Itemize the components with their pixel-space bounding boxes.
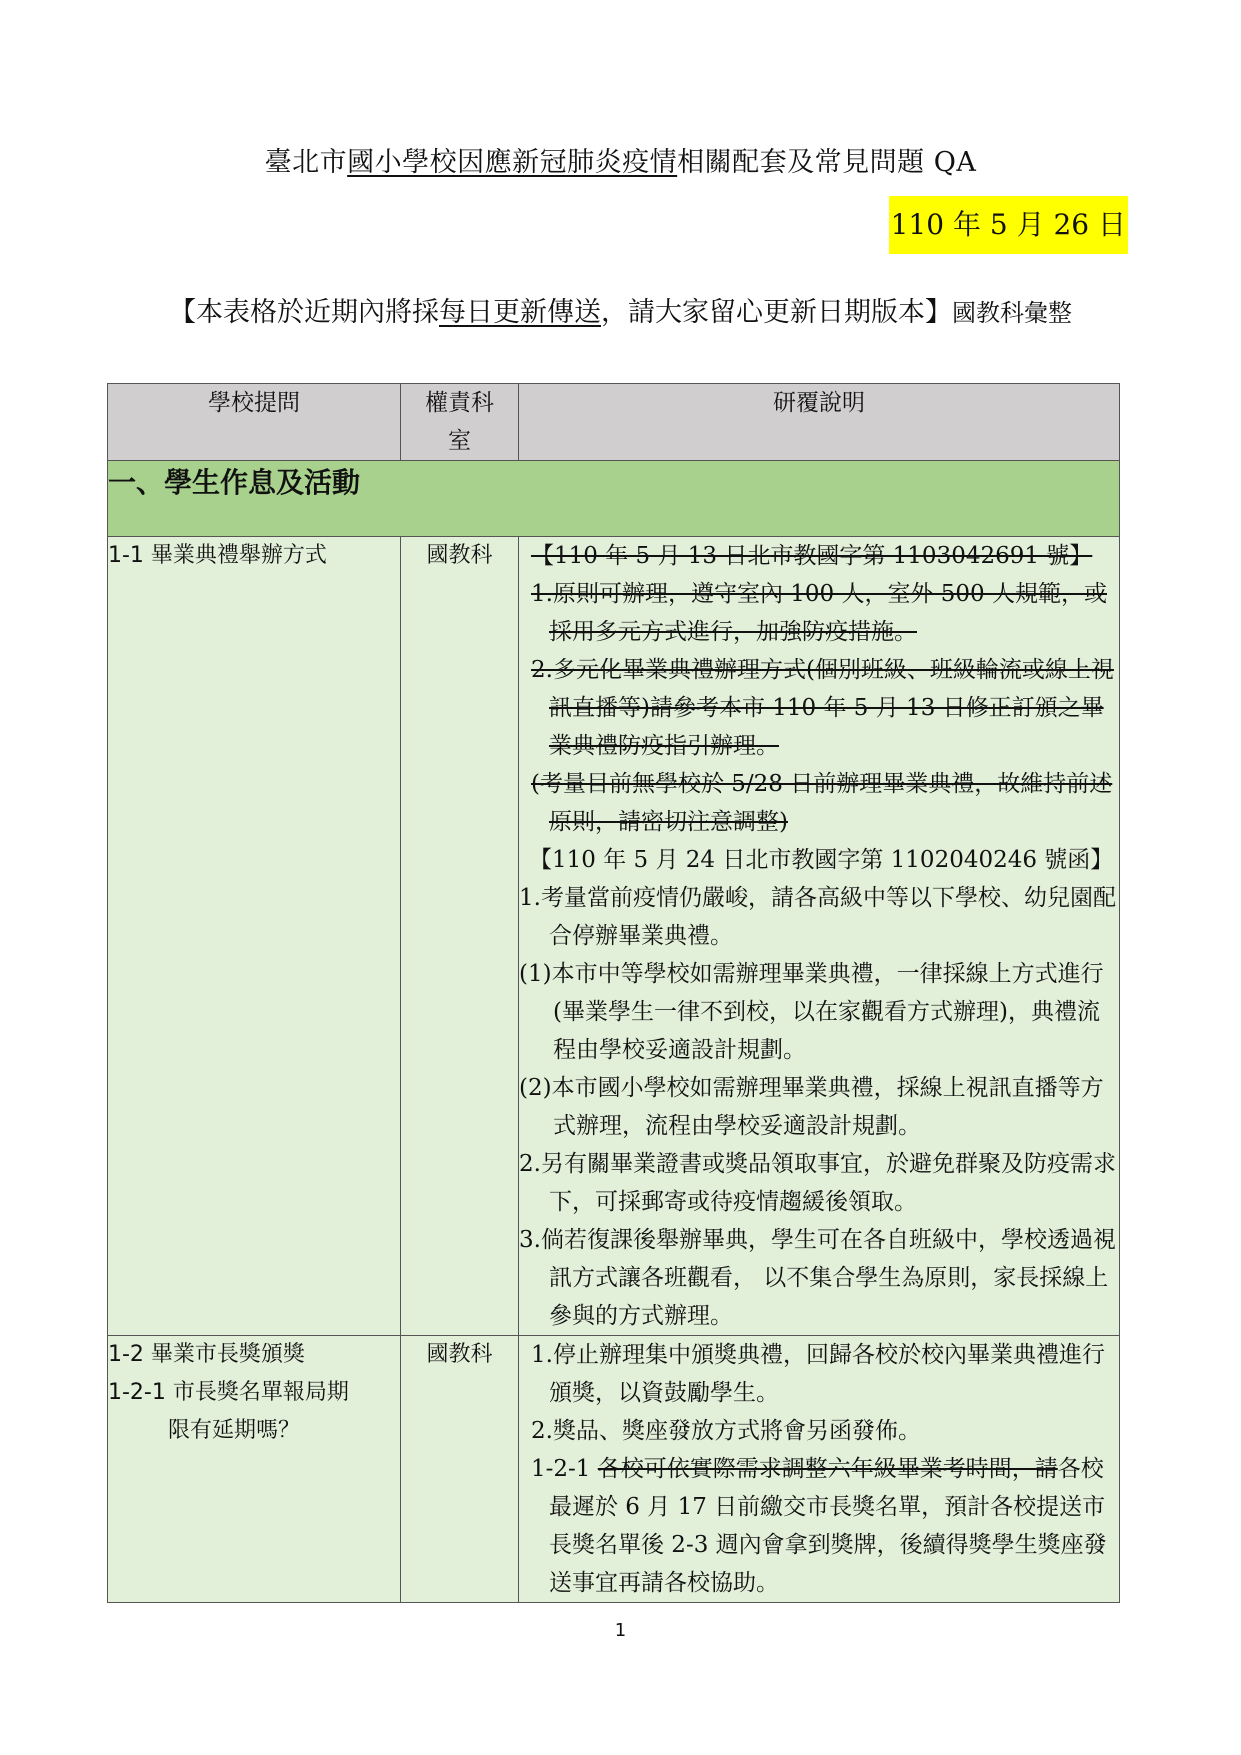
answer-header: 【110 年 5 月 24 日北市教國字第 1102040246 號函】	[529, 847, 1114, 873]
struck-line: (考量目前無學校於 5/28 日前辦理畢業典禮，故維持前述原則，請密切注意調整)	[531, 771, 1113, 835]
document-title	[0, 140, 1241, 179]
answer-item: 1.停止辦理集中頒獎典禮，回歸各校於校內畢業典禮進行頒獎，以資鼓勵學生。	[531, 1342, 1105, 1406]
dept-cell: 國教科	[401, 1336, 519, 1603]
header-dept	[401, 384, 519, 461]
answer-item: (1)本市中等學校如需辦理畢業典禮，一律採線上方式進行(畢業學生一律不到校，以在家觀看方式辦理)，典禮流程由學校妥適設計規劃。	[519, 961, 1104, 1063]
title-underlined: 國小學校因應新冠肺炎疫情	[347, 147, 678, 178]
header-answer: 研覆說明	[519, 384, 1120, 461]
notice-underlined: 每日更新傳送	[439, 297, 601, 328]
notice-middle: ，請大家留心更新日期版本】	[601, 297, 952, 328]
table-row	[108, 1336, 1120, 1603]
table-header-row	[108, 384, 1120, 461]
answer-item: 2.獎品、獎座發放方式將會另函發佈。	[531, 1418, 921, 1444]
struck-line: 2.多元化畢業典禮辦理方式(個別班級、班級輪流或線上視訊直播等)請參考本市 110 年 5 月 13 日修正訂頒之畢業典禮防疫指引辦理。	[531, 657, 1114, 759]
answer-item: (2)本市國小學校如需辦理畢業典禮，採線上視訊直播等方式辦理，流程由學校妥適設計規劃。	[519, 1075, 1104, 1139]
question-text: 1-1 畢業典禮舉辦方式	[108, 543, 327, 568]
struck-line: 1.原則可辦理，遵守室內 100 人，室外 500 人規範，或採用多元方式進行，加強防疫措施。	[531, 581, 1107, 645]
date-highlight: 110 年 5 月 26 日	[889, 196, 1128, 254]
header-question: 學校提問	[108, 384, 401, 461]
qa-table	[107, 383, 1120, 1603]
answer-cell	[519, 537, 1120, 1336]
subitem-struck: 各校可依實際需求調整六年級畢業考時間，請	[597, 1456, 1058, 1482]
section-row	[108, 461, 1120, 537]
question-text: 限有延期嗎？	[168, 1418, 301, 1443]
section-title: 一、學生作息及活動	[108, 461, 1120, 537]
question-text: 1-2-1 市長獎名單報局期	[108, 1380, 349, 1405]
subitem-text: 各校最遲於 6 月 17 日前繳交市長獎名單，預計各校提送市長獎名單後 2-3 週內會拿到獎牌，後續得獎學生獎座發送事宜再請各校協助。	[549, 1456, 1107, 1596]
question-text: 1-2 畢業市長獎頒獎	[108, 1342, 305, 1367]
notice-suffix: 國教科彙整	[952, 299, 1072, 327]
answer-cell	[519, 1336, 1120, 1603]
dept-cell: 國教科	[401, 537, 519, 1336]
title-prefix: 臺北市	[264, 147, 348, 178]
question-cell	[108, 537, 401, 1336]
update-notice	[0, 290, 1241, 329]
answer-item: 2.另有關畢業證書或獎品領取事宜，於避免群聚及防疫需求下，可採郵寄或待疫情趨緩後領取。	[519, 1151, 1116, 1215]
answer-subitem	[519, 1450, 1119, 1602]
question-cell	[108, 1336, 401, 1603]
page-number: 1	[614, 1620, 627, 1641]
header-dept-label: 權責科室	[425, 390, 494, 454]
table-row	[108, 537, 1120, 1336]
struck-line: 【110 年 5 月 13 日北市教國字第 1103042691 號】	[531, 543, 1093, 569]
answer-item: 1.考量當前疫情仍嚴峻，請各高級中等以下學校、幼兒園配合停辦畢業典禮。	[519, 885, 1116, 949]
notice-prefix: 【本表格於近期內將採	[169, 297, 439, 328]
answer-item: 3.倘若復課後舉辦畢典，學生可在各自班級中，學校透過視訊方式讓各班觀看， 以不集合學生為原則，家長採線上參與的方式辦理。	[519, 1227, 1116, 1329]
subitem-prefix: 1-2-1	[531, 1456, 598, 1482]
title-suffix: 相關配套及常見問題 QA	[677, 147, 977, 178]
